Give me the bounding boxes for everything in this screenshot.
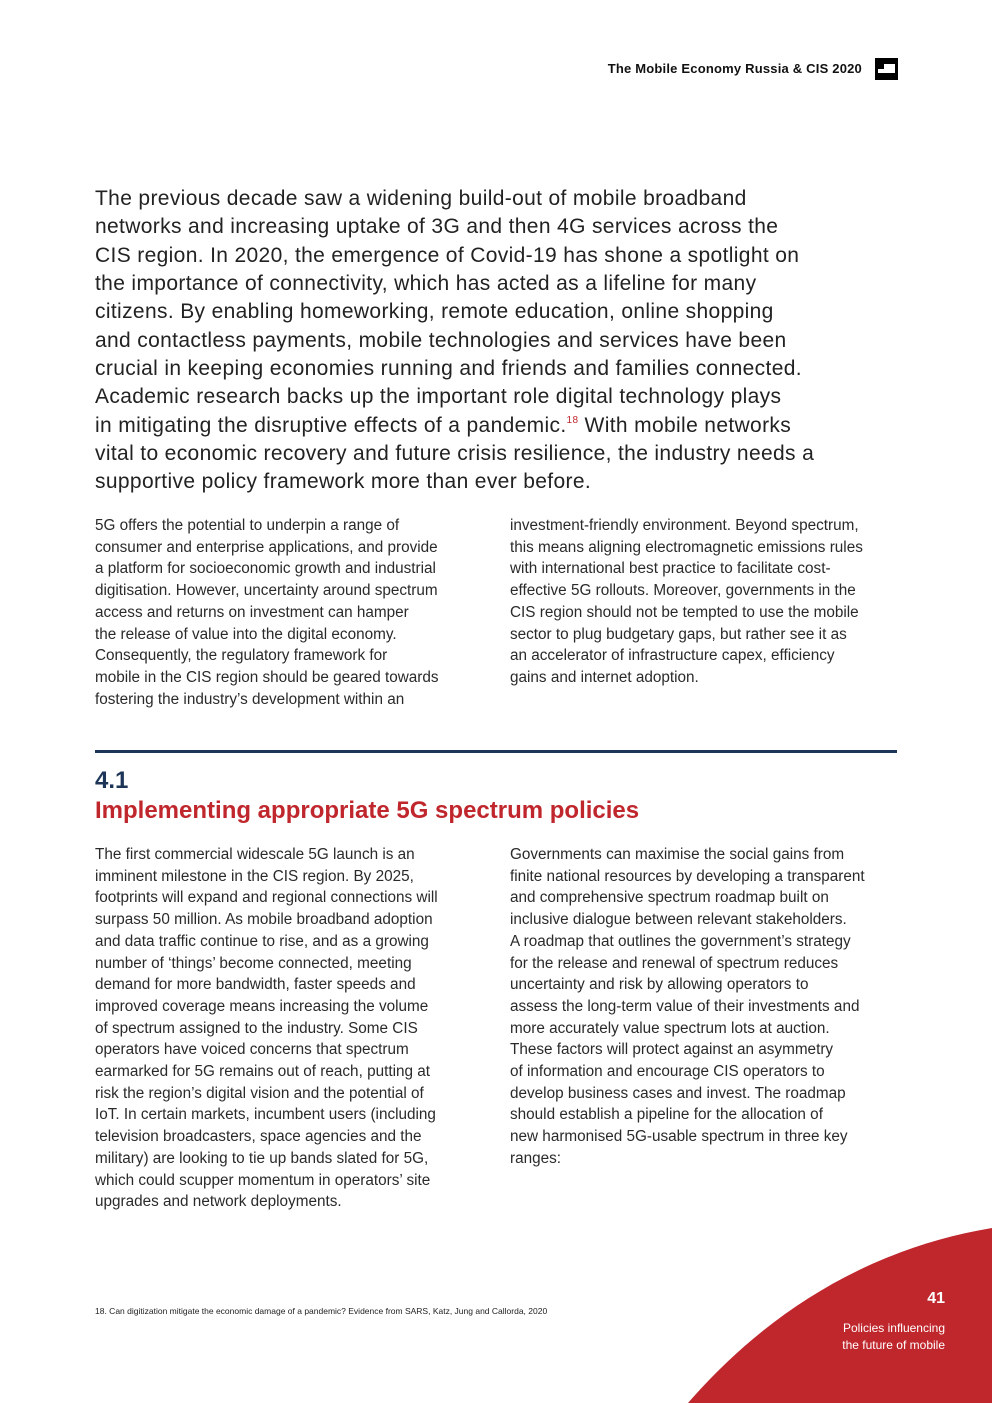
text-line: digitisation. However, uncertainty around spectrum bbox=[95, 582, 438, 600]
text-line: The first commercial widescale 5G launch is an bbox=[95, 846, 415, 863]
text-line: CIS region should not be tempted to use the mobile bbox=[510, 603, 859, 621]
section-title: Implementing appropriate 5G spectrum policies bbox=[95, 797, 640, 824]
text-line: this means aligning electromagnetic emissions rules bbox=[510, 538, 863, 556]
text-line: finite national resources by developing a transparent bbox=[510, 867, 865, 885]
text-line: Consequently, the regulatory framework for bbox=[95, 647, 388, 665]
text-line: an accelerator of infrastructure capex, efficiency bbox=[510, 647, 835, 665]
text-line: These factors will protect against an asymmetry bbox=[510, 1041, 834, 1059]
intro-line: networks and increasing uptake of 3G and then 4G services across the bbox=[95, 215, 779, 239]
text-line: for the release and renewal of spectrum reduces bbox=[510, 954, 839, 972]
page-number: 41 bbox=[927, 1290, 945, 1307]
text-line: 5G offers the potential to underpin a range of bbox=[95, 517, 400, 534]
text-line: of spectrum assigned to the industry. Some CIS bbox=[95, 1019, 418, 1037]
text-line: fostering the industry’s development within an bbox=[95, 690, 405, 708]
text-line: IoT. In certain markets, incumbent users (including bbox=[95, 1106, 436, 1124]
text-line: inclusive dialogue between relevant stakeholders. bbox=[510, 911, 847, 929]
text-line: with international best practice to facilitate cost- bbox=[510, 560, 831, 578]
text-line: ranges: bbox=[510, 1149, 562, 1167]
intro-text: in mitigating the disruptive effects of a pandemic. bbox=[95, 413, 567, 437]
intro-line: crucial in keeping economies running and friends and families connected. bbox=[95, 357, 802, 381]
red-corner-shape bbox=[688, 1228, 992, 1403]
text-line: investment-friendly environment. Beyond spectrum, bbox=[510, 517, 859, 534]
text-line: develop business cases and invest. The roadmap bbox=[510, 1084, 846, 1102]
text-line: and data traffic continue to rise, and as a growing bbox=[95, 932, 429, 950]
text-line: improved coverage means increasing the volume bbox=[95, 997, 429, 1015]
intro-line: vital to economic recovery and future crisis resilience, the industry needs a bbox=[95, 442, 815, 466]
text-line: gains and internet adoption. bbox=[510, 668, 699, 686]
text-line: risk the region’s digital vision and the potential of bbox=[95, 1084, 424, 1102]
text-line: assess the long-term value of their investments and bbox=[510, 997, 860, 1015]
section-label bbox=[842, 1320, 945, 1354]
text-line: a platform for socioeconomic growth and industrial bbox=[95, 560, 436, 578]
intro-line: citizens. By enabling homeworking, remote education, online shopping bbox=[95, 300, 774, 324]
section-number: 4.1 bbox=[95, 767, 129, 794]
text-line: number of ‘things’ become connected, meeting bbox=[95, 954, 412, 972]
text-line: surpass 50 million. As mobile broadband adoption bbox=[95, 911, 433, 929]
section-label-line: Policies influencing bbox=[842, 1321, 945, 1335]
text-line: Governments can maximise the social gains from bbox=[510, 846, 845, 863]
intro-line: Academic research backs up the important role digital technology plays bbox=[95, 385, 782, 409]
text-line: earmarked for 5G remains out of reach, putting at bbox=[95, 1063, 431, 1081]
text-line: footprints will expand and regional connections will bbox=[95, 889, 438, 907]
footnote-ref[interactable]: 18 bbox=[566, 414, 579, 426]
text-line: television broadcasters, space agencies and the bbox=[95, 1128, 422, 1146]
text-line: consumer and enterprise applications, and provide bbox=[95, 538, 438, 556]
text-line: more accurately value spectrum lots at auction. bbox=[510, 1019, 830, 1037]
text-line: and comprehensive spectrum roadmap built on bbox=[510, 889, 829, 907]
text-line: operators have voiced concerns that spectrum bbox=[95, 1041, 409, 1059]
text-line: A roadmap that outlines the government’s strategy bbox=[510, 932, 851, 950]
header-title: The Mobile Economy Russia & CIS 2020 bbox=[607, 61, 862, 76]
intro-line: The previous decade saw a widening build-out of mobile broadband bbox=[95, 187, 747, 210]
text-line: imminent milestone in the CIS region. By 2025, bbox=[95, 867, 414, 885]
text-line: demand for more bandwidth, faster speeds and bbox=[95, 976, 416, 994]
text-line: the release of value into the digital economy. bbox=[95, 625, 397, 643]
text-line: new harmonised 5G-usable spectrum in three key bbox=[510, 1128, 848, 1146]
section-label-line: the future of mobile bbox=[842, 1338, 945, 1352]
text-line: upgrades and network deployments. bbox=[95, 1193, 342, 1211]
text-line: should establish a pipeline for the allocation of bbox=[510, 1106, 823, 1124]
intro-line: supportive policy framework more than ever before. bbox=[95, 470, 592, 494]
text-line: uncertainty and risk by allowing operators to bbox=[510, 976, 809, 994]
text-line: which could scupper momentum in operators’ site bbox=[95, 1171, 431, 1189]
text-line: sector to plug budgetary gaps, but rather see it as bbox=[510, 625, 847, 643]
intro-line: the importance of connectivity, which has acted as a lifeline for many bbox=[95, 272, 757, 296]
footnote: 18. Can digitization mitigate the economic damage of a pandemic? Evidence from SARS, Katz, Jung and Callorda, 2020 bbox=[95, 1306, 548, 1316]
text-line: mobile in the CIS region should be geared towards bbox=[95, 668, 439, 686]
text-line: of information and encourage CIS operators to bbox=[510, 1063, 825, 1081]
intro-text: With mobile networks bbox=[578, 413, 792, 437]
text-line: effective 5G rollouts. Moreover, governments in the bbox=[510, 582, 856, 600]
text-line: military) are looking to tie up bands slated for 5G, bbox=[95, 1149, 429, 1167]
text-line: access and returns on investment can hamper bbox=[95, 603, 409, 621]
intro-line: CIS region. In 2020, the emergence of Covid-19 has shone a spotlight on bbox=[95, 243, 800, 267]
intro-line: and contactless payments, mobile technologies and services have been bbox=[95, 328, 787, 352]
